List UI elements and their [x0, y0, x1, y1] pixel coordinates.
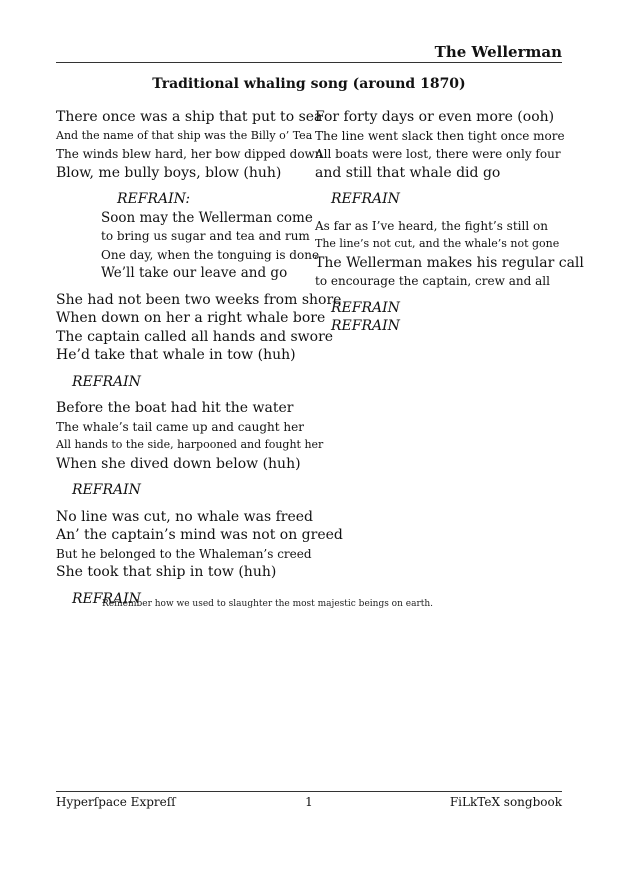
lyric-line: No line was cut, no whale was freed [56, 508, 314, 525]
footer-rule [56, 791, 562, 792]
refrain-heading: REFRAIN: [117, 191, 191, 207]
lyric-line: He’d take that whale in tow (huh) [56, 347, 296, 363]
lyric-line: When she dived down below (huh) [56, 455, 301, 472]
lyric-line: We’ll take our leave and go [101, 265, 288, 281]
lyric-line: She had not been two weeks from shore [56, 291, 342, 308]
lyric-line: One day, when the tonguing is done [101, 247, 320, 262]
header-rule [56, 62, 562, 63]
lyric-line: For forty days or even more (ooh) [315, 109, 555, 125]
lyric-line: Soon may the Wellerman come [101, 209, 313, 226]
lyric-line: The line went slack then tight once more [315, 128, 565, 143]
refrain-marker: REFRAIN [331, 318, 400, 334]
verse-6 [315, 217, 584, 291]
lyric-line: All hands to the side, harpooned and fought her [56, 438, 324, 451]
lyric-line: The Wellerman makes his regular call [315, 254, 584, 271]
lyric-line: An’ the captain’s mind was not on greed [56, 527, 343, 543]
lyric-line: She took that ship in tow (huh) [56, 564, 277, 580]
lyric-line: Before the boat had hit the water [56, 400, 294, 416]
verse-3 [56, 399, 324, 473]
verse-5 [315, 108, 565, 182]
lyric-line: But he belonged to the Whaleman’s creed [56, 546, 312, 561]
lyric-line: There once was a ship that put to sea [56, 109, 323, 125]
right-column [315, 108, 584, 344]
verse-1 [56, 108, 323, 182]
refrain-lyrics [101, 209, 320, 283]
lyric-line: The captain called all hands and swore [56, 328, 334, 345]
lyric-line: to encourage the captain, crew and all [315, 274, 550, 288]
footer-right-text: FiLkTeX songbook [449, 795, 562, 809]
lyric-line: When down on her a right whale bore [56, 310, 326, 326]
left-column [56, 108, 343, 616]
lyric-line: and still that whale did go [315, 164, 501, 181]
lyric-line: The line’s not cut, and the whale’s not gone [315, 237, 560, 250]
refrain-marker: REFRAIN [331, 191, 400, 207]
lyric-line: All boats were lost, there were only four [315, 147, 561, 161]
lyric-line: And the name of that ship was the Billy o’ Tea [56, 128, 313, 142]
refrain-marker: REFRAIN [72, 590, 141, 607]
refrain-marker: REFRAIN [72, 482, 141, 498]
page-footer [56, 795, 562, 811]
lyric-line: The winds blew hard, her bow dipped down [56, 147, 323, 161]
page-header-title: The Wellerman [434, 43, 562, 61]
page-number: 1 [305, 795, 313, 809]
lyric-line: The whale’s tail came up and caught her [56, 419, 304, 434]
refrain-marker: REFRAIN [331, 299, 400, 316]
lyric-line: to bring us sugar and tea and rum [101, 229, 310, 243]
lyric-line: Blow, me bully boys, blow (huh) [56, 164, 282, 181]
refrain-marker: REFRAIN [72, 373, 141, 390]
footer-left-text: Hyperſpace Expreſſ [56, 795, 176, 809]
verse-4 [56, 508, 343, 582]
song-subtitle: Traditional whaling song (around 1870) [152, 76, 466, 92]
lyric-line: As far as I’ve heard, the fight’s still on [315, 218, 548, 233]
verse-2 [56, 291, 342, 365]
footnote-remark: Remember how we used to slaughter the most majestic beings on earth. [102, 599, 434, 609]
